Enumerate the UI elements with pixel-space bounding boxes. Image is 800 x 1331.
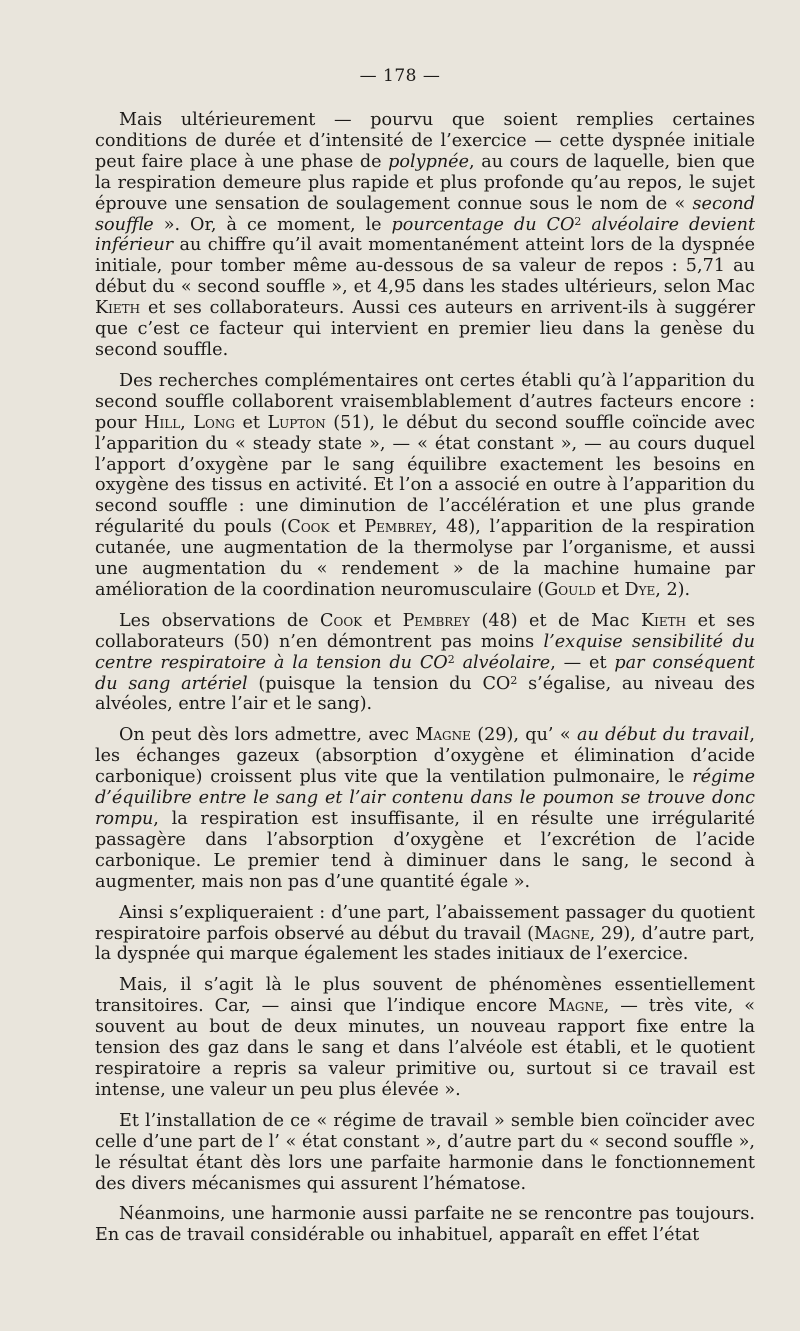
superscript: 2 xyxy=(574,214,582,228)
text-run: au début du travail xyxy=(576,725,750,746)
text-run: et xyxy=(595,579,625,600)
text-run: et xyxy=(234,412,268,433)
text-run: , les échanges gazeux (absorption d’oxygène et élimination d’acide carbonique) croissent plus vite que la ventilation pulmonaire, le xyxy=(95,725,756,788)
paragraph xyxy=(95,975,755,1100)
author-name: Kieth xyxy=(640,610,687,631)
paragraph xyxy=(95,611,755,716)
text-run: , 2). xyxy=(655,579,691,600)
author-name: Magne xyxy=(415,725,471,746)
author-name: Dye xyxy=(624,579,656,600)
text-run: Les observations de xyxy=(119,610,321,631)
text-run: , au cours de laquelle, bien que la respiration demeure plus rapide et plus profonde qu’au repos, le sujet éprouve une sensation de soulagement connue sous le nom de « xyxy=(95,151,755,214)
author-name: Pembrey xyxy=(402,610,470,631)
text-run: , — et xyxy=(550,652,615,673)
author-name: Kieth xyxy=(95,298,141,319)
author-name: Cook xyxy=(287,517,330,538)
author-name: Hill xyxy=(144,412,181,433)
text-run: , 29), d’autre part, la dyspnée qui marque également les stades initiaux de l’exercice. xyxy=(95,923,755,965)
text-run: alvéolaire xyxy=(454,652,551,673)
text-run: Néanmoins, une harmonie aussi parfaite ne se rencontre pas toujours. En cas de travail considérable ou inhabituel, apparaît en effet l’état xyxy=(95,1204,755,1246)
text-run: Des recherches complémentaires ont certes établi qu’à l’apparition du second souffle collaborent vraisemblablement d’autres facteurs encore : pour xyxy=(95,370,755,433)
text-run: On peut dès lors admettre, avec xyxy=(119,725,416,746)
author-name: Magne xyxy=(548,996,604,1017)
author-name: Magne xyxy=(534,923,590,944)
text-run: pourcentage du CO xyxy=(391,214,575,235)
superscript: 2 xyxy=(447,652,455,666)
text-run: s’égalise, au niveau des alvéoles, entre l’air et le sang). xyxy=(95,673,755,715)
author-name: Lupton xyxy=(267,412,326,433)
text-run: ». Or, à ce moment, le xyxy=(153,214,392,235)
text-column xyxy=(95,110,755,1246)
paragraph xyxy=(95,371,755,601)
paragraph xyxy=(95,725,755,892)
text-run: Mais, il s’agit là le plus souvent de phénomènes essentiellement transitoires. Car, — ainsi que l’indique encore xyxy=(95,975,755,1017)
text-run: et ses collaborateurs. Aussi ces auteurs en arrivent-ils à suggérer que c’est ce facteur qui intervient en premier lieu dans la genèse du second souffle. xyxy=(95,298,755,360)
author-name: Pembrey xyxy=(364,517,432,538)
page-number: — 178 — xyxy=(359,66,441,86)
paragraph xyxy=(95,1111,755,1195)
text-run: (48) et de Mac xyxy=(469,610,641,631)
text-run: (51), le début du second souffle coïncide avec l’apparition du « steady state », — « état constant », — au cours duquel l’apport d’oxygène par le sang équilibre exactement les besoins en oxygène des tissus en activité. Et l’on a associé en outre à l’apparition du second souffle : une diminution de l’accélération et une plus grande régularité du pouls ( xyxy=(95,412,755,538)
text-run: Et l’installation de ce « régime de travail » semble bien coïncider avec celle d’une part de l’ « état constant », d’autre part du « second souffle », le résultat étant dès lors une parfaite harmonie dans le fonctionnement des divers mécanismes qui assurent l’hématose. xyxy=(95,1110,755,1194)
text-run: polypnée xyxy=(388,151,470,172)
text-run: Ainsi s’expliqueraient : d’une part, l’abaissement passager du quotient respiratoire parfois observé au début du travail ( xyxy=(95,902,755,944)
text-run: et xyxy=(329,517,365,538)
text-run: Mais ultérieurement — pourvu que soient remplies certaines conditions de durée et d’intensité de l’exercice — cette dyspnée initiale peut faire place à une phase de xyxy=(95,110,755,172)
text-run: et xyxy=(362,610,403,631)
author-name: Cook xyxy=(320,610,363,631)
text-run: , xyxy=(180,412,194,433)
text-run: , la respiration est insuffisante, il en résulte une irrégularité passagère dans l’absorption d’oxygène et l’excrétion de l’acide carbonique. Le premier tend à diminuer dans le sang, le second à augmenter, mais non pas d’une quantité égale ». xyxy=(95,809,755,892)
text-run: alvéolaire devient inférieur xyxy=(95,214,756,256)
text-run: , — très vite, « souvent au bout de deux minutes, un nouveau rapport fixe entre la tension des gaz dans le sang et dans l’alvéole est établi, et le quotient respiratoire a repris sa valeur primitive ou, surtout si ce travail est intense, une valeur un peu plus élevée ». xyxy=(95,996,755,1100)
text-run: régime d’équilibre entre le sang et l’air contenu dans le poumon se trouve donc rompu xyxy=(95,767,755,829)
author-name: Gould xyxy=(544,579,596,600)
paragraph xyxy=(95,110,755,361)
text-run: second souffle xyxy=(95,193,755,235)
text-run: par conséquent du sang artériel xyxy=(95,652,755,694)
text-run: l’exquise sensibilité du centre respiratoire à la tension du CO xyxy=(95,631,755,673)
text-run: au chiffre qu’il avait momentanément atteint lors de la dyspnée initiale, pour tomber même au-dessous de sa valeur de repos : 5,71 au début du « second souffle », et 4,95 dans les stades ultérieurs, selon Mac xyxy=(95,235,755,298)
author-name: Long xyxy=(193,412,235,433)
text-run: (29), qu’ « xyxy=(470,725,577,746)
text-run: (puisque la tension du CO xyxy=(247,673,511,694)
superscript: 2 xyxy=(510,673,518,687)
paragraph xyxy=(95,1204,755,1246)
paragraph xyxy=(95,903,755,966)
text-run: , 48), l’apparition de la respiration cutanée, une augmentation de la thermolyse par l’organisme, et aussi une augmentation du « rendement » de la machine humaine par amélioration de la coordination neuromusculaire ( xyxy=(95,517,755,600)
text-run: et ses collaborateurs (50) n’en démontrent pas moins xyxy=(95,610,756,652)
